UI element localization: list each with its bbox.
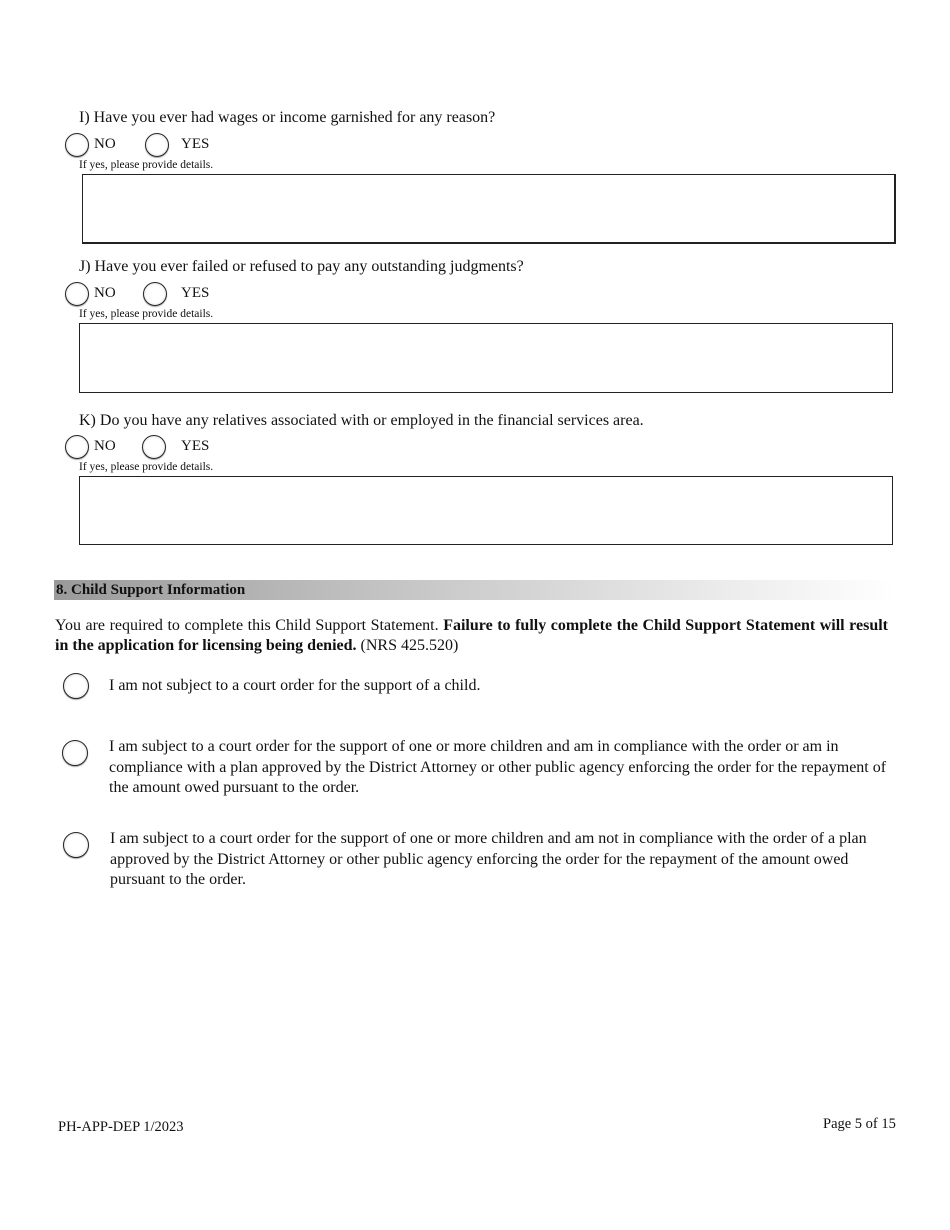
form-id: PH-APP-DEP 1/2023 [58, 1119, 184, 1135]
question-j-details-field[interactable] [79, 323, 893, 393]
question-i-yes-radio[interactable] [145, 133, 169, 157]
question-k-no-label: NO [94, 438, 116, 454]
intro-bold-text: Failure to fully complete the Child Support Statement will result in the application for licensing being denied. [55, 617, 888, 654]
question-i-details-field[interactable] [82, 174, 896, 244]
question-k-details-hint: If yes, please provide details. [79, 461, 214, 473]
question-j-no-label: NO [94, 285, 116, 301]
question-i-no-radio[interactable] [65, 133, 89, 157]
question-j-label: J) Have you ever failed or refused to pay any outstanding judgments? [79, 258, 524, 275]
child-support-intro [55, 616, 888, 656]
question-j-details-hint: If yes, please provide details. [79, 308, 214, 320]
question-k-yes-radio[interactable] [142, 435, 166, 459]
question-i-label: I) Have you ever had wages or income garnished for any reason? [79, 109, 496, 126]
question-k-details-field[interactable] [79, 476, 893, 545]
question-j-yes-label: YES [181, 285, 210, 301]
child-support-option-2-radio[interactable] [62, 740, 88, 766]
question-k-no-radio[interactable] [65, 435, 89, 459]
question-i-yes-label: YES [181, 136, 210, 152]
intro-citation: (NRS 425.520) [356, 637, 459, 654]
page-number: Page 5 of 15 [823, 1116, 896, 1132]
child-support-option-2-label: I am subject to a court order for the support of one or more children and am in compliance with the order or am in compliance with a plan approved by the District Attorney or other public agency enforcing the order for the repayment of the amount owed pursuant to the order. [109, 738, 887, 796]
question-j-yes-radio[interactable] [143, 282, 167, 306]
child-support-option-3-label: I am subject to a court order for the support of one or more children and am not in compliance with the order of a plan approved by the District Attorney or other public agency enforcing the order for the repayment of the amount owed pursuant to the order. [110, 830, 867, 888]
child-support-option-3-radio[interactable] [63, 832, 89, 858]
question-k-yes-label: YES [181, 438, 210, 454]
child-support-option-1-label: I am not subject to a court order for the support of a child. [109, 677, 481, 694]
question-i-no-label: NO [94, 136, 116, 152]
question-j-no-radio[interactable] [65, 282, 89, 306]
question-i-details-hint: If yes, please provide details. [79, 159, 214, 171]
question-k-label: K) Do you have any relatives associated with or employed in the financial services area. [79, 412, 644, 429]
child-support-option-1-radio[interactable] [63, 673, 89, 699]
intro-plain-text: You are required to complete this Child Support Statement. [55, 617, 444, 634]
section-header-child-support: 8. Child Support Information [54, 580, 896, 600]
